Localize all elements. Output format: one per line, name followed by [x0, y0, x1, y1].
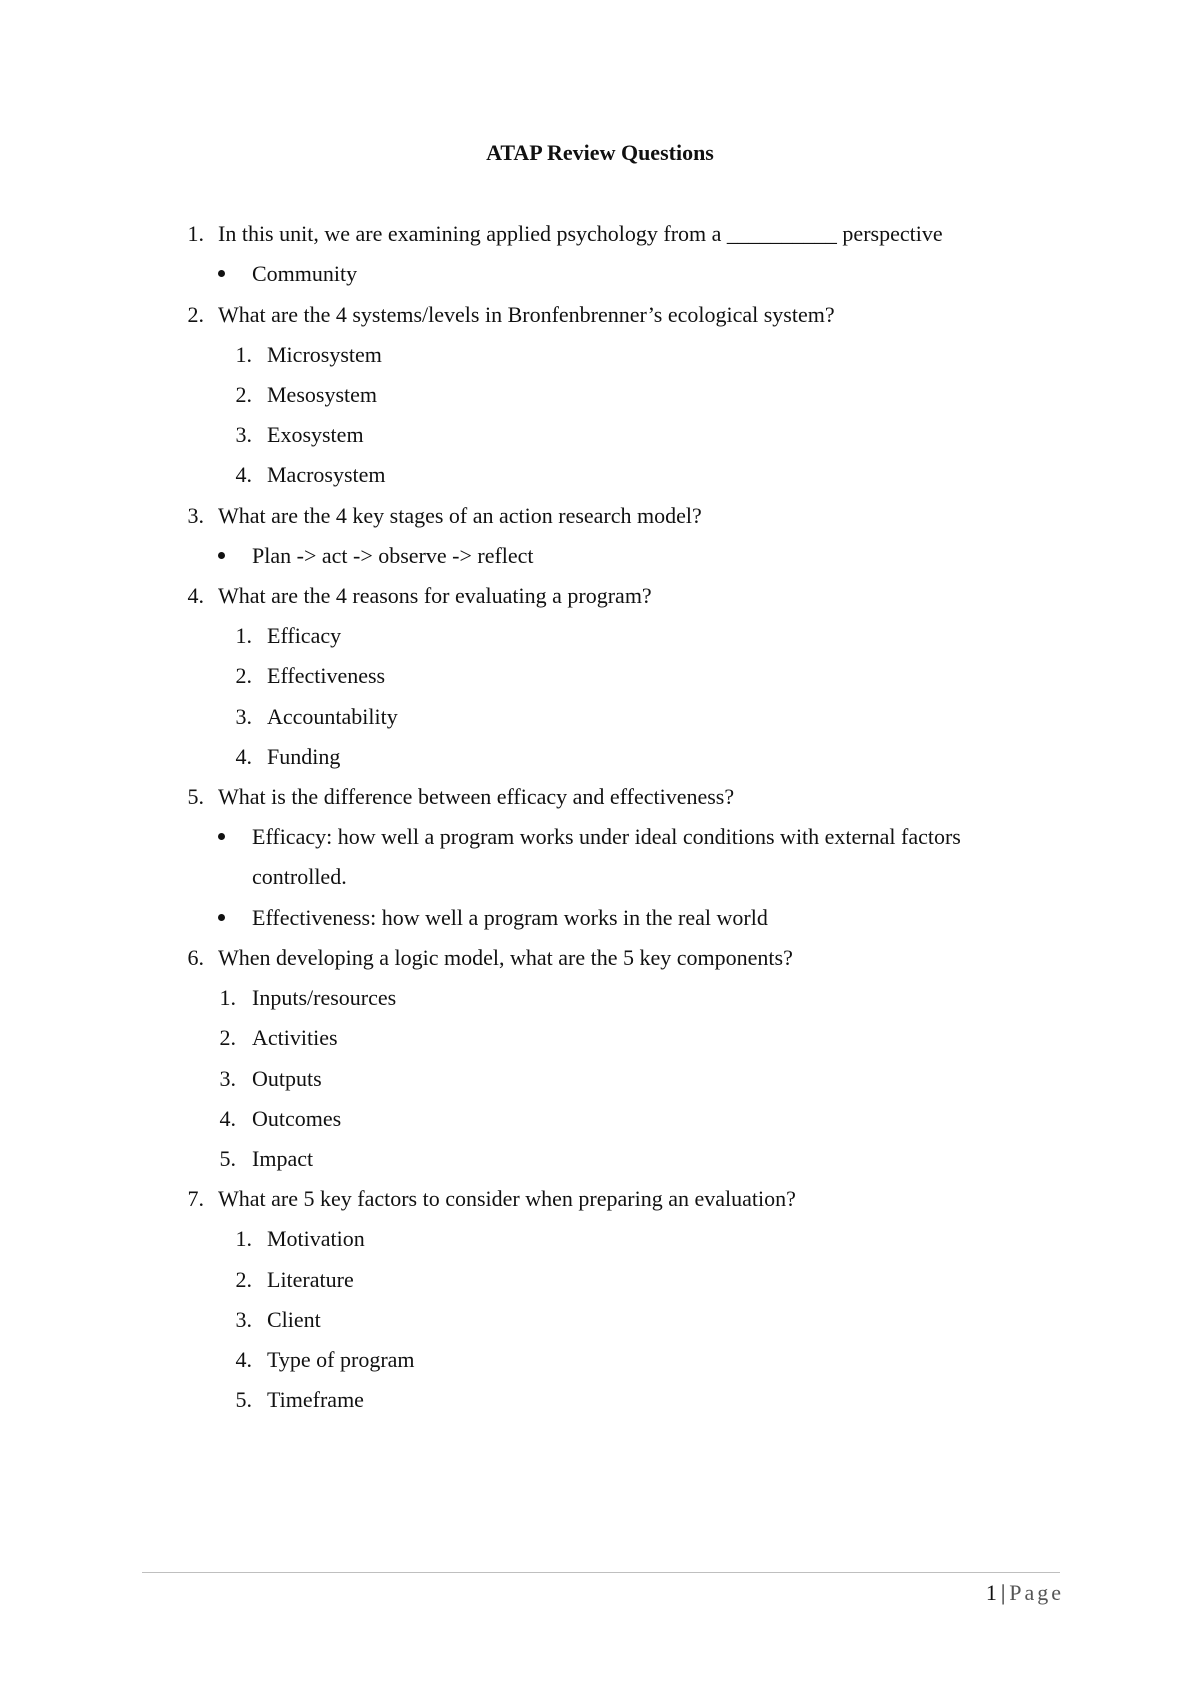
question-text: What are the 4 key stages of an action research model? — [218, 503, 702, 528]
answer-text: Mesosystem — [267, 382, 377, 407]
answer-number: 4. — [235, 1347, 252, 1372]
question-text: What are the 4 reasons for evaluating a program? — [218, 583, 652, 608]
answer-text: controlled. — [252, 864, 347, 889]
question-number: 1. — [187, 221, 204, 246]
answer-number: 3. — [235, 704, 252, 729]
answer-text: Effectiveness: how well a program works in the real world — [252, 905, 768, 930]
answer-number: 2. — [235, 1267, 252, 1292]
answer-number: 1. — [235, 623, 252, 648]
answer-text: Type of program — [267, 1347, 415, 1372]
question-5 — [170, 782, 735, 812]
bullet-icon — [218, 833, 225, 840]
question-2 — [170, 300, 835, 330]
bullet-icon — [218, 914, 225, 921]
answer-text: Community — [252, 261, 358, 286]
question-1 — [170, 219, 943, 249]
answer-text: Macrosystem — [267, 462, 386, 487]
answer-text: Efficacy: how well a program works under ideal conditions with external factors — [252, 824, 961, 849]
page-label: Page — [1009, 1580, 1064, 1605]
question-text: In this unit, we are examining applied psychology from a __________ perspective — [218, 221, 943, 246]
answer-text: Impact — [252, 1146, 314, 1171]
answer-text: Microsystem — [267, 342, 382, 367]
question-text: What is the difference between efficacy and effectiveness? — [218, 784, 735, 809]
answer-number: 4. — [235, 744, 252, 769]
document-title: ATAP Review Questions — [486, 140, 714, 165]
answer-text: Exosystem — [267, 422, 364, 447]
question-number: 4. — [187, 583, 204, 608]
question-text: What are the 4 systems/levels in Bronfenbrenner’s ecological system? — [218, 302, 835, 327]
answer-text: Activities — [252, 1025, 338, 1050]
page-number: 1 — [985, 1580, 997, 1605]
bullet-icon — [218, 552, 225, 559]
question-6 — [170, 943, 793, 973]
answer-text: Literature — [267, 1267, 354, 1292]
answer-number: 3. — [235, 1307, 252, 1332]
answer-number: 1. — [235, 342, 252, 367]
answer-text: Outcomes — [252, 1106, 342, 1131]
answer-number: 2. — [235, 663, 252, 688]
answer-number: 1. — [235, 1226, 252, 1251]
answer-text: Effectiveness — [267, 663, 386, 688]
answer-text: Inputs/resources — [252, 985, 397, 1010]
question-number: 2. — [187, 302, 204, 327]
answer-number: 2. — [219, 1025, 236, 1050]
answer-number: 4. — [219, 1106, 236, 1131]
answer-number: 1. — [219, 985, 236, 1010]
answer-number: 5. — [219, 1146, 236, 1171]
answer-text: Efficacy — [267, 623, 342, 648]
bullet-icon — [218, 270, 225, 277]
question-3 — [170, 501, 702, 531]
footer-separator: | — [1000, 1580, 1006, 1605]
question-number: 7. — [187, 1186, 204, 1211]
question-number: 3. — [187, 503, 204, 528]
page-footer — [986, 1578, 1064, 1608]
answer-number: 3. — [235, 422, 252, 447]
question-number: 5. — [187, 784, 204, 809]
answer-text: Timeframe — [267, 1387, 364, 1412]
answer-number: 3. — [219, 1066, 236, 1091]
answer-text: Accountability — [267, 704, 398, 729]
answer-text: Motivation — [267, 1226, 365, 1251]
answer-text: Outputs — [252, 1066, 322, 1091]
answer-text: Funding — [267, 744, 341, 769]
answer-number: 5. — [235, 1387, 252, 1412]
question-number: 6. — [187, 945, 204, 970]
question-7 — [170, 1184, 796, 1214]
answer-text: Client — [267, 1307, 321, 1332]
footer-divider — [142, 1572, 1060, 1573]
question-text: When developing a logic model, what are the 5 key components? — [218, 945, 793, 970]
answer-number: 2. — [235, 382, 252, 407]
answer-text: Plan -> act -> observe -> reflect — [252, 543, 534, 568]
answer-number: 4. — [235, 462, 252, 487]
question-text: What are 5 key factors to consider when preparing an evaluation? — [218, 1186, 796, 1211]
question-4 — [170, 581, 652, 611]
